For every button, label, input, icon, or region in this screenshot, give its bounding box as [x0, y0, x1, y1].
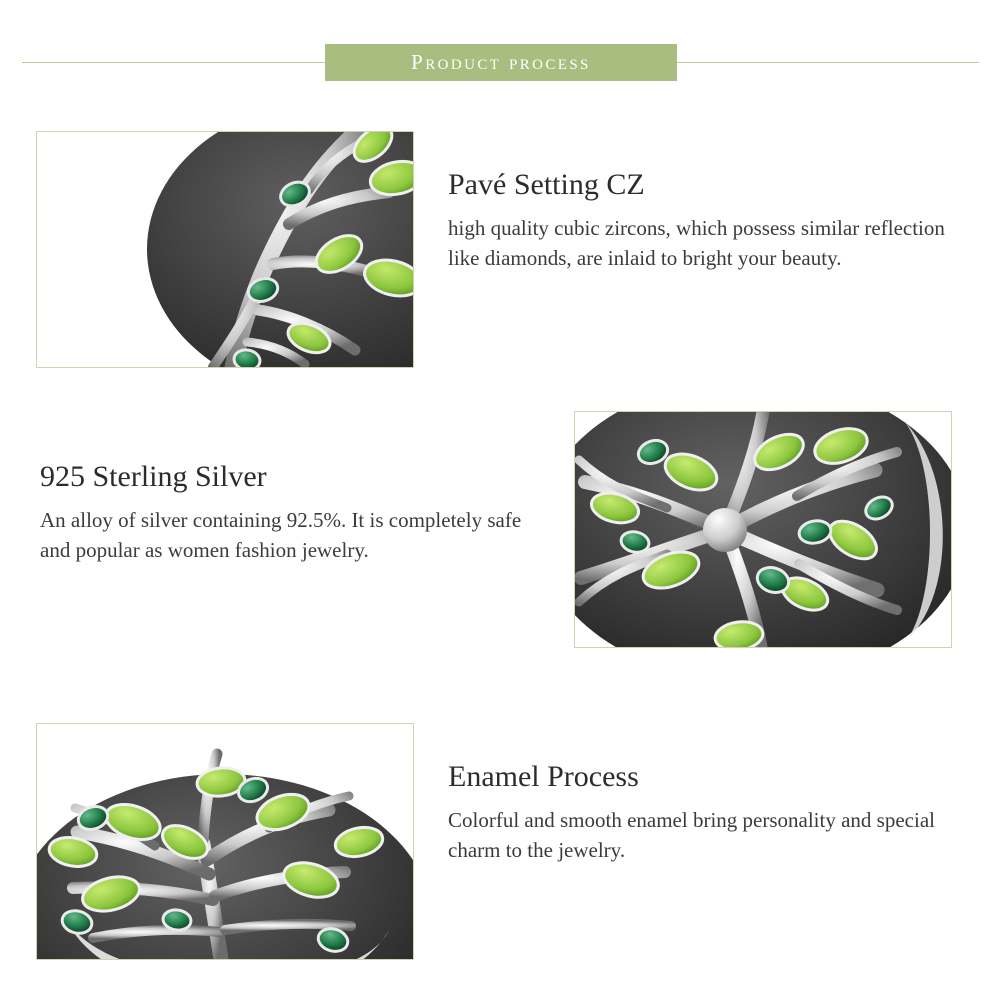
bead-closeup-sterling-silver — [574, 411, 952, 648]
block-body: An alloy of silver containing 92.5%. It is completely safe and popular as women fashion jewelry. — [40, 508, 522, 563]
bead-illustration-3 — [37, 724, 413, 959]
header-badge — [325, 44, 677, 81]
text-block-pave-setting — [448, 168, 958, 274]
block-title: Enamel Process — [448, 760, 639, 793]
bead-graphic-2 — [575, 412, 951, 647]
bead-illustration-1 — [37, 132, 413, 367]
header-badge-label: Product process — [411, 50, 591, 74]
block-body: high quality cubic zircons, which possess similar reflection like diamonds, are inlaid to bright your beauty. — [448, 216, 945, 271]
bead-closeup-pave-setting — [36, 131, 414, 368]
block-title: 925 Sterling Silver — [40, 460, 267, 493]
text-block-sterling-silver — [40, 460, 540, 566]
bead-graphic-3 — [37, 724, 413, 959]
bead-closeup-enamel-process — [36, 723, 414, 960]
bead-graphic-1 — [37, 132, 413, 367]
block-body: Colorful and smooth enamel bring personality and special charm to the jewelry. — [448, 808, 935, 863]
bead-illustration-2 — [575, 412, 951, 647]
text-block-enamel-process — [448, 760, 948, 866]
block-title: Pavé Setting CZ — [448, 168, 645, 201]
section-header — [0, 44, 1001, 82]
